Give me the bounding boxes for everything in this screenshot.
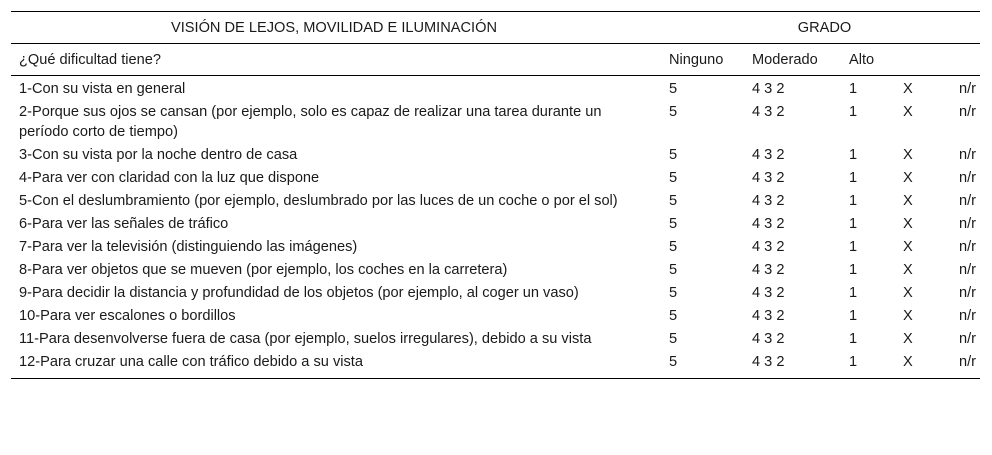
nr-value: n/r: [959, 104, 977, 120]
alto-value: 1: [849, 262, 858, 278]
x-value: X: [903, 104, 913, 120]
item-text: 11-Para desenvolverse fuera de casa (por ejemplo, suelos irregulares), debido a su vista: [19, 331, 592, 347]
nr-value: n/r: [959, 285, 977, 301]
table-row: [11, 257, 980, 280]
table-row: [11, 188, 980, 211]
moderado-value: 4 3 2: [752, 170, 785, 186]
moderado-value: 4 3 2: [752, 216, 785, 232]
ninguno-value: 5: [669, 331, 678, 347]
x-value: X: [903, 331, 913, 347]
ninguno-value: 5: [669, 104, 678, 120]
ninguno-value: 5: [669, 193, 678, 209]
moderado-header: Moderado: [752, 44, 849, 76]
alto-value: 1: [849, 170, 858, 186]
item-text: 9-Para decidir la distancia y profundidad de los objetos (por ejemplo, al coger un vaso): [19, 285, 579, 301]
alto-value: 1: [849, 331, 858, 347]
alto-value: 1: [849, 104, 858, 120]
ninguno-value: 5: [669, 308, 678, 324]
x-value: X: [903, 170, 913, 186]
x-value: X: [903, 193, 913, 209]
subheader-row: [11, 44, 980, 76]
moderado-value: 4 3 2: [752, 262, 785, 278]
item-text: 10-Para ver escalones o bordillos: [19, 308, 236, 324]
alto-value: 1: [849, 81, 858, 97]
alto-value: 1: [849, 147, 858, 163]
alto-value: 1: [849, 308, 858, 324]
item-text: 2-Porque sus ojos se cansan (por ejemplo, solo es capaz de realizar una tarea durante un período corto de tiempo): [19, 104, 602, 140]
nr-header: [959, 44, 980, 76]
questionnaire-table: [11, 11, 980, 379]
item-text: 8-Para ver objetos que se mueven (por ejemplo, los coches en la carretera): [19, 262, 508, 278]
ninguno-value: 5: [669, 349, 752, 379]
moderado-value: 4 3 2: [752, 104, 785, 120]
nr-value: n/r: [959, 170, 977, 186]
table-row: [11, 211, 980, 234]
item-text: 4-Para ver con claridad con la luz que dispone: [19, 170, 320, 186]
moderado-value: 4 3 2: [752, 147, 785, 163]
nr-value: n/r: [959, 193, 977, 209]
item-text: 6-Para ver las señales de tráfico: [19, 216, 229, 232]
nr-value: n/r: [959, 216, 977, 232]
x-value: X: [903, 239, 913, 255]
ninguno-value: 5: [669, 285, 678, 301]
x-header: [903, 44, 959, 76]
table-row: [11, 99, 980, 142]
table-row: [11, 303, 980, 326]
table-row: [11, 76, 980, 100]
moderado-value: 4 3 2: [752, 308, 785, 324]
table-row: [11, 349, 980, 379]
item-text: 1-Con su vista en general: [19, 81, 186, 97]
item-text: 3-Con su vista por la noche dentro de casa: [19, 147, 298, 163]
x-value: X: [903, 81, 913, 97]
x-value: X: [903, 308, 913, 324]
alto-header: Alto: [849, 44, 903, 76]
nr-value: n/r: [959, 262, 977, 278]
moderado-value: 4 3 2: [752, 285, 785, 301]
nr-value: n/r: [959, 239, 977, 255]
nr-value: n/r: [959, 308, 977, 324]
x-value: X: [903, 285, 913, 301]
x-value: X: [903, 262, 913, 278]
section-title: VISIÓN DE LEJOS, MOVILIDAD E ILUMINACIÓN: [11, 12, 669, 44]
grado-header: GRADO: [669, 12, 980, 44]
moderado-value: 4 3 2: [752, 331, 785, 347]
header-row: [11, 12, 980, 44]
item-text: 12-Para cruzar una calle con tráfico debido a su vista: [11, 349, 669, 379]
moderado-value: 4 3 2: [752, 349, 849, 379]
nr-value: n/r: [959, 81, 977, 97]
item-text: 7-Para ver la televisión (distinguiendo las imágenes): [19, 239, 358, 255]
ninguno-value: 5: [669, 81, 678, 97]
ninguno-value: 5: [669, 147, 678, 163]
ninguno-header: Ninguno: [669, 44, 752, 76]
x-value: X: [903, 216, 913, 232]
question-header: ¿Qué dificultad tiene?: [11, 44, 669, 76]
alto-value: 1: [849, 193, 858, 209]
nr-value: n/r: [959, 349, 980, 379]
x-value: X: [903, 349, 959, 379]
moderado-value: 4 3 2: [752, 81, 785, 97]
moderado-value: 4 3 2: [752, 193, 785, 209]
nr-value: n/r: [959, 331, 977, 347]
table-row: [11, 280, 980, 303]
alto-value: 1: [849, 239, 858, 255]
table-row: [11, 165, 980, 188]
alto-value: 1: [849, 349, 903, 379]
table-row: [11, 326, 980, 349]
alto-value: 1: [849, 216, 858, 232]
item-text: 5-Con el deslumbramiento (por ejemplo, deslumbrado por las luces de un coche o por el sol): [19, 193, 618, 209]
moderado-value: 4 3 2: [752, 239, 785, 255]
ninguno-value: 5: [669, 216, 678, 232]
table-row: [11, 234, 980, 257]
table-row: [11, 142, 980, 165]
nr-value: n/r: [959, 147, 977, 163]
x-value: X: [903, 147, 913, 163]
ninguno-value: 5: [669, 262, 678, 278]
ninguno-value: 5: [669, 170, 678, 186]
alto-value: 1: [849, 285, 858, 301]
ninguno-value: 5: [669, 239, 678, 255]
